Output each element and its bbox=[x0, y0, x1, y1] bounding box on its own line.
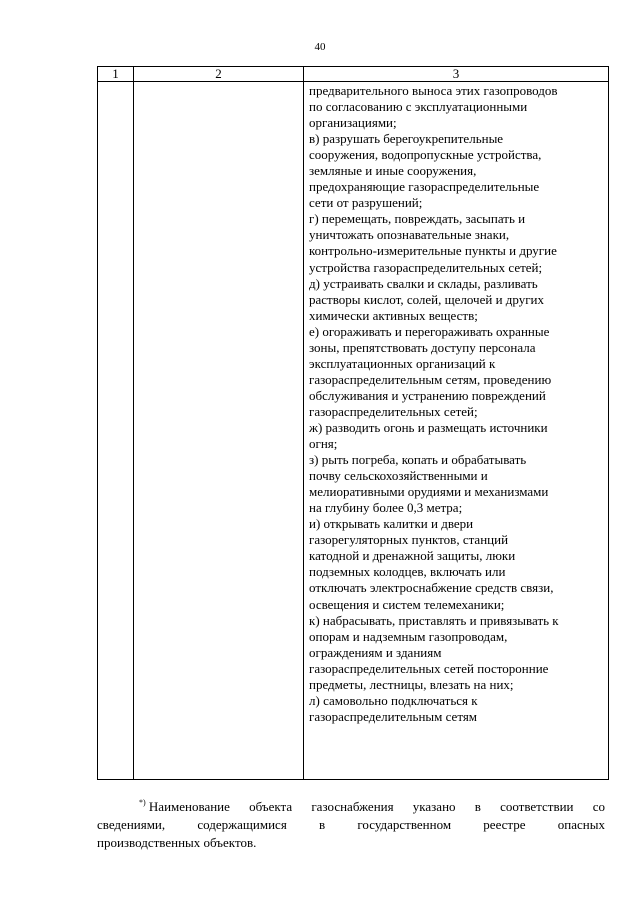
footnote-word: реестре bbox=[483, 817, 526, 832]
table-row bbox=[98, 82, 609, 780]
text-line: сети от разрушений; bbox=[309, 195, 423, 211]
footnote-word: в bbox=[319, 817, 326, 832]
text-line: эксплуатационных организаций к bbox=[309, 355, 496, 371]
text-line: устройства газораспределительных сетей; bbox=[309, 259, 543, 275]
text-line: земляные и иные сооружения, bbox=[309, 163, 477, 179]
text-line: отключать электроснабжение средств связи, bbox=[309, 580, 554, 596]
footnote-word: указано bbox=[412, 799, 456, 814]
text-line: газораспределительных сетей посторонние bbox=[309, 660, 549, 676]
text-line: катодной и дренажной защиты, люки bbox=[309, 548, 516, 564]
footnote-word: соответствии bbox=[500, 799, 574, 814]
text-line: организациями; bbox=[309, 115, 397, 131]
footnote-marker: *) bbox=[139, 798, 146, 807]
text-line: обслуживания и устранению повреждений bbox=[309, 387, 546, 403]
footnote-line-1 bbox=[97, 798, 605, 816]
column-header-2: 2 bbox=[134, 67, 304, 82]
text-line: предохраняющие газораспределительные bbox=[309, 179, 540, 195]
text-line: газорегуляторных пунктов, станций bbox=[309, 532, 509, 548]
footnote-word: сведениями, bbox=[97, 817, 166, 832]
text-line: з) рыть погреба, копать и обрабатывать bbox=[309, 452, 527, 468]
text-line: подземных колодцев, включать или bbox=[309, 564, 506, 580]
text-line: сооружения, водопропускные устройства, bbox=[309, 147, 542, 163]
text-line: г) перемещать, повреждать, засыпать и bbox=[309, 211, 526, 227]
text-line: химически активных веществ; bbox=[309, 307, 478, 323]
text-line: л) самовольно подключаться к bbox=[309, 692, 478, 708]
text-line: газораспределительным сетям bbox=[309, 708, 478, 724]
text-line: зоны, препятствовать доступу персонала bbox=[309, 339, 536, 355]
text-line: предварительного выноса этих газопроводов bbox=[309, 83, 558, 98]
text-line: растворы кислот, солей, щелочей и других bbox=[309, 291, 545, 307]
page-number: 40 bbox=[314, 41, 326, 53]
prohibitions-text bbox=[304, 82, 608, 725]
text-line: уничтожать опознавательные знаки, bbox=[309, 227, 510, 243]
text-line: мелиоративными орудиями и механизмами bbox=[309, 484, 549, 500]
footnote-word: в bbox=[474, 799, 481, 814]
column-1-cell bbox=[98, 82, 134, 780]
text-line: ж) разводить огонь и размещать источники bbox=[309, 419, 548, 435]
text-line: освещения и систем телемеханики; bbox=[309, 596, 505, 612]
text-line: к) набрасывать, приставлять и привязывать к bbox=[309, 612, 559, 628]
text-line: контрольно-измерительные пункты и другие bbox=[309, 243, 557, 259]
footnote bbox=[97, 798, 605, 852]
footnote-word: Наименование bbox=[148, 799, 230, 814]
text-line: в) разрушать берегоукрепительные bbox=[309, 131, 504, 147]
table-header-row bbox=[98, 67, 609, 82]
footnote-word: содержащимися bbox=[197, 817, 287, 832]
footnote-first-word bbox=[139, 798, 230, 816]
column-header-3: 3 bbox=[304, 67, 609, 82]
text-line: ограждениям и зданиям bbox=[309, 644, 442, 660]
footnote-word: объекта bbox=[249, 799, 293, 814]
footnote-word: опасных bbox=[557, 817, 605, 832]
column-header-1: 1 bbox=[98, 67, 134, 82]
text-line: газораспределительным сетям, проведению bbox=[309, 371, 552, 387]
text-line: огня; bbox=[309, 436, 338, 452]
column-2-cell bbox=[134, 82, 304, 780]
column-3-cell bbox=[304, 82, 609, 780]
footnote-word: государственном bbox=[357, 817, 452, 832]
text-line: предметы, лестницы, влезать на них; bbox=[309, 676, 514, 692]
regulation-table bbox=[97, 66, 609, 780]
text-line: е) огораживать и перегораживать охранные bbox=[309, 323, 550, 339]
footnote-word: газоснабжения bbox=[311, 799, 394, 814]
text-line: почву сельскохозяйственными и bbox=[309, 468, 488, 484]
footnote-line-3: производственных объектов. bbox=[97, 835, 257, 850]
text-line: и) открывать калитки и двери bbox=[309, 516, 474, 532]
text-line: на глубину более 0,3 метра; bbox=[309, 500, 463, 516]
text-line: д) устраивать свалки и склады, разливать bbox=[309, 275, 538, 291]
text-line: по согласованию с эксплуатационными bbox=[309, 99, 528, 115]
text-line: газораспределительных сетей; bbox=[309, 403, 478, 419]
footnote-word: со bbox=[592, 799, 605, 814]
footnote-line-2 bbox=[97, 816, 605, 834]
text-line: опорам и надземным газопроводам, bbox=[309, 628, 508, 644]
